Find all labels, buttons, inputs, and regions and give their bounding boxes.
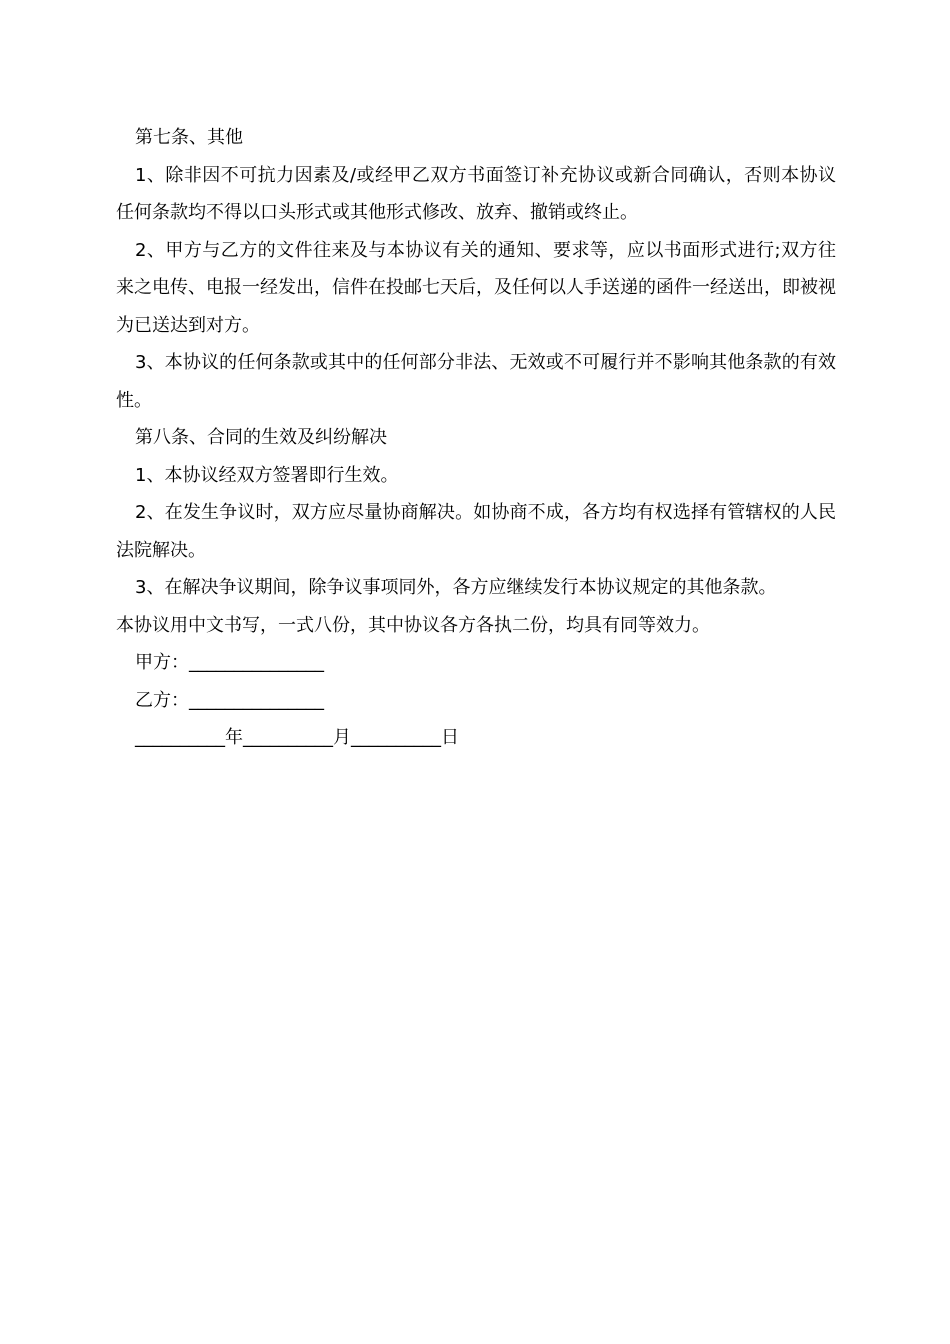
- section7-clause-2: 2、甲方与乙方的文件往来及与本协议有关的通知、要求等，应以书面形式进行;双方往来之电传、电报一经发出，信件在投邮七天后，及任何以人手送递的函件一经送出，即被视为已送达到对方。: [116, 239, 836, 336]
- section8-clause-1: 1、本协议经双方签署即行生效。: [135, 464, 399, 486]
- signing-date: __________年__________月__________日: [135, 727, 459, 748]
- closing-statement: 本协议用中文书写，一式八份，其中协议各方各执二份，均具有同等效力。: [116, 614, 710, 636]
- section7-heading: 第七条、其他: [135, 127, 243, 148]
- section8-heading: 第八条、合同的生效及纠纷解决: [135, 427, 387, 448]
- section7-clause-1: 1、除非因不可抗力因素及/或经甲乙双方书面签订补充协议或新合同确认，否则本协议任何条款均不得以口头形式或其他形式修改、放弃、撤销或终止。: [116, 164, 836, 223]
- section7-clause-3: 3、本协议的任何条款或其中的任何部分非法、无效或不可履行并不影响其他条款的有效性。: [116, 352, 836, 411]
- party-a-signature: 甲方：_______________: [135, 652, 324, 673]
- party-b-signature: 乙方：_______________: [135, 689, 324, 711]
- section8-clause-2: 2、在发生争议时，双方应尽量协商解决。如协商不成，各方均有权选择有管辖权的人民法院解决。: [116, 502, 836, 561]
- section8-clause-3: 3、在解决争议期间，除争议事项同外，各方应继续发行本协议规定的其他条款。: [135, 577, 777, 598]
- document-body: [116, 119, 836, 757]
